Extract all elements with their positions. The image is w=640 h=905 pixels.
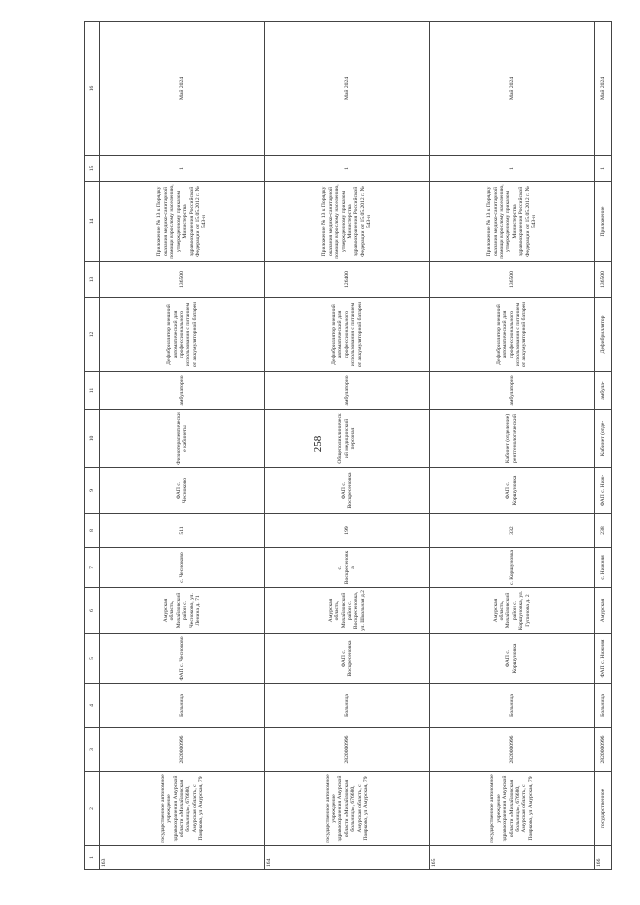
care-mode: амбула- (594, 372, 611, 410)
col-num: 6 (85, 588, 100, 634)
unit-name: ФАП с. Коршуновка (429, 634, 594, 684)
col-num: 7 (85, 548, 100, 588)
locality: с. Чесноково (100, 548, 265, 588)
unit-name: ФАП с. Чесноково (100, 634, 265, 684)
table-row (100, 22, 265, 870)
unit-name: ФАП с. Нижняя (594, 634, 611, 684)
col-num: 11 (85, 372, 100, 410)
locality: с. Нижняя (594, 548, 611, 588)
equipment: Дефибриллятор внешний автоматический для профессионального использования с питанием от аккумуляторной батареи (429, 298, 594, 372)
subdivision: ФАП с. Ниж- (594, 468, 611, 514)
price: 136500 (100, 262, 265, 298)
row-number: 163 (100, 846, 265, 870)
locality: с. Коршуновка (429, 548, 594, 588)
subdivision: ФАП с. Коршуновка (429, 468, 594, 514)
col-num: 14 (85, 182, 100, 262)
col-num: 8 (85, 514, 100, 548)
col-num: 13 (85, 262, 100, 298)
col-num: 12 (85, 298, 100, 372)
page-number: 258 (312, 435, 324, 453)
regulation: Приложение № 13 к Порядку оказания медико-санитарной помощи взрослому населению, утвержденному приказом Министерства здравоохранения Российской Федерации от 15.05.2012 г. № 543-н (100, 182, 265, 262)
organization: государственное автономное учреждение здравоохранения Амурской области «Михайловская больница», 676680, Амурская область, с Поярково, ул Амурская, 79 (429, 772, 594, 846)
col-num: 4 (85, 684, 100, 728)
col-num: 1 (85, 846, 100, 870)
population: 332 (429, 514, 594, 548)
delivery-date: Май 2024 (265, 22, 430, 156)
equipment: Дефибриллятор (594, 298, 611, 372)
quantity: 1 (594, 156, 611, 182)
department: Кабинет (отделение) рентгенологический (429, 410, 594, 468)
inn: 2820000996 (429, 728, 594, 772)
locality: с. Воскресеновка (265, 548, 430, 588)
care-mode: амбулаторно (265, 372, 430, 410)
institution-type: Больница (265, 684, 430, 728)
population: 238 (594, 514, 611, 548)
table-row (594, 22, 611, 870)
row-number: 164 (265, 846, 430, 870)
price: 136500 (594, 262, 611, 298)
inn: 2820000996 (265, 728, 430, 772)
row-number: 165 (429, 846, 594, 870)
institution-type: Больница (100, 684, 265, 728)
quantity: 1 (265, 156, 430, 182)
col-num: 9 (85, 468, 100, 514)
table-row (429, 22, 594, 870)
organization: государственное (594, 772, 611, 846)
regulation: Приложение № 13 к Порядку оказания медико-санитарной помощи взрослому населению, утвержденному приказом Министерства здравоохранения Российской Федерации от 15.05.2012 г. № 543-н (265, 182, 430, 262)
delivery-date: Май 2024 (429, 22, 594, 156)
population: 511 (100, 514, 265, 548)
col-num: 2 (85, 772, 100, 846)
delivery-date: Май 2024 (594, 22, 611, 156)
department: Физиотерапевтические кабинеты (100, 410, 265, 468)
population: 199 (265, 514, 430, 548)
quantity: 1 (100, 156, 265, 182)
address: Амурская область, Михайловский район с. Коршуновка, ул. Гупинова д. 2 (429, 588, 594, 634)
col-num: 16 (85, 22, 100, 156)
delivery-date: Май 2024 (100, 22, 265, 156)
subdivision: ФАП с. Воскресеновка (265, 468, 430, 514)
quantity: 1 (429, 156, 594, 182)
col-num: 15 (85, 156, 100, 182)
inn: 2820000996 (594, 728, 611, 772)
row-number: 166 (594, 846, 611, 870)
institution-type: Больница (594, 684, 611, 728)
care-mode: амбулаторно (429, 372, 594, 410)
equipment-table-sheet (84, 22, 612, 870)
address: Амурская область, Михайловский район с. Воскресеновка, ул. Школьная д.2 (265, 588, 430, 634)
regulation: Приложение № 13 к Порядку оказания медико-санитарной помощи взрослому населению, утвержденному приказом Министерства здравоохранения Российской Федерации от 15.05.2012 г. № 543-н (429, 182, 594, 262)
col-num: 10 (85, 410, 100, 468)
subdivision: ФАП с. Чесноково (100, 468, 265, 514)
inn: 2820000996 (100, 728, 265, 772)
equipment-table (84, 21, 612, 870)
address: Амурская область, Михайловский район с. Чесноково, ул. Ленина д. 71 (100, 588, 265, 634)
col-num: 3 (85, 728, 100, 772)
address: Амурская (594, 588, 611, 634)
care-mode: амбулаторно (100, 372, 265, 410)
equipment: Дефибриллятор внешний автоматический для профессионального использования с питанием от аккумуляторной батареи (265, 298, 430, 372)
price: 126400 (265, 262, 430, 298)
organization: государственное автономное учреждение здравоохранения Амурской области «Михайловская больница», 676680, Амурская область, с Поярково, ул Амурская, 79 (100, 772, 265, 846)
organization: государственное автономное учреждение здравоохранения Амурской области «Михайловская больница», 676680, Амурская область, с Поярково, ул Амурская, 79 (265, 772, 430, 846)
regulation: Приложение (594, 182, 611, 262)
unit-name: ФАП с. Воскресеновка (265, 634, 430, 684)
col-num: 5 (85, 634, 100, 684)
institution-type: Больница (429, 684, 594, 728)
column-number-row (85, 22, 100, 870)
table-row (265, 22, 430, 870)
price: 136500 (429, 262, 594, 298)
equipment: Дефибриллятор внешний автоматический для профессионального использования с питанием от аккумуляторной батареи (100, 298, 265, 372)
department: Кабинет (отде- (594, 410, 611, 468)
department: Общеполиклинический медицинский персонал (265, 410, 430, 468)
